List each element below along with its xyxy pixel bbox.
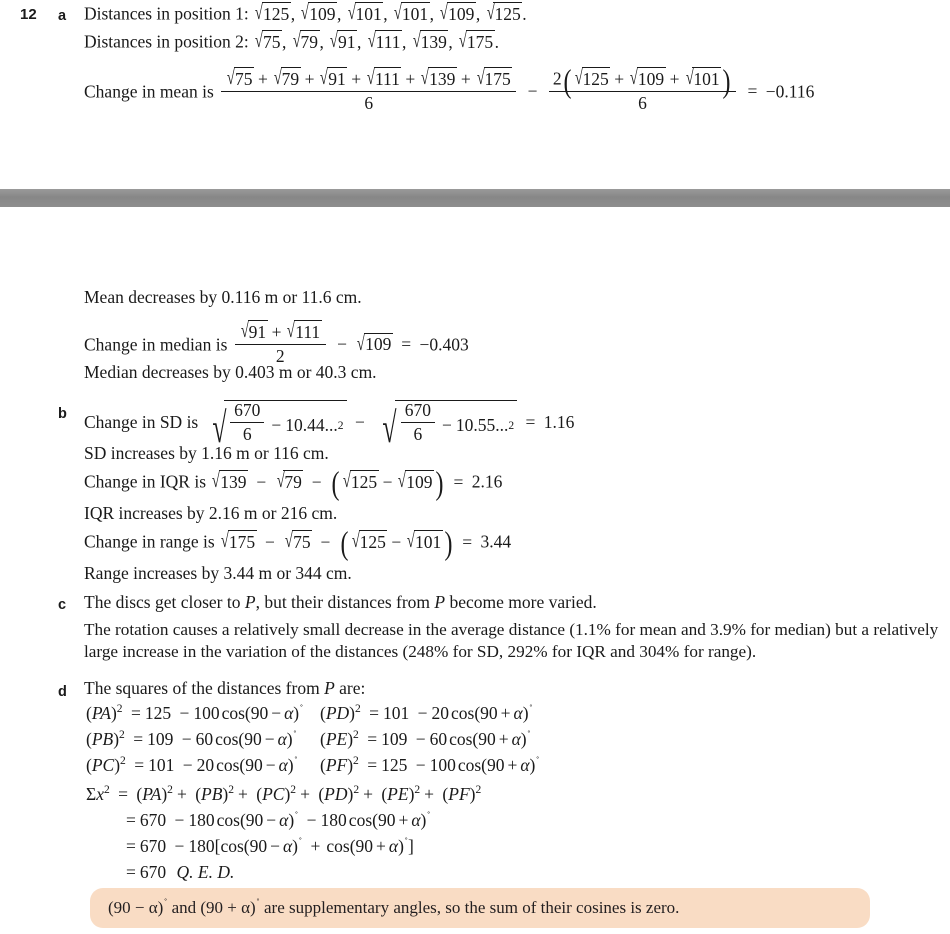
- change-in-median-label: Change in median is: [84, 334, 228, 355]
- mean-conclusion: Mean decreases by 0.116 m or 11.6 cm.: [84, 287, 362, 307]
- range-term-1: 175: [228, 531, 256, 552]
- equation-pe: (PE)$^2$ = 109 − 60 cos(90 + α)˚: [320, 729, 531, 749]
- median-result-value: −0.403: [419, 334, 469, 355]
- page-break-divider: [0, 189, 950, 207]
- distances-position-2-line: [84, 30, 499, 53]
- sum-of-squares-line-2: = 670 − 180 cos(90 − α)˚ − 180 cos(90 + α)˚: [126, 810, 431, 830]
- distances-position-2-label: Distances in position 2:: [84, 31, 249, 52]
- iqr-conclusion: IQR increases by 2.16 m or 216 cm.: [84, 503, 338, 523]
- mean-second-fraction: $\frac{2( √125 + √109 + √101)}{6}$: [549, 67, 736, 114]
- distances-position-2-values: √75, √79, √91, √111, √139, √175.: [254, 28, 500, 52]
- median-fraction: $\frac{√91 + √111}{2}$: [235, 320, 326, 367]
- range-term-2: 75: [293, 531, 311, 552]
- sum-of-squares-line-1: $\Sigma x^2 = (PA)^2 + (PB)^2 + (PC)^2 + (PD)^2 + (PE)^2 + (PF)^2$: [86, 784, 482, 804]
- note-angle-2: (90 + α): [200, 898, 256, 917]
- part-label-d: d: [58, 684, 67, 700]
- iqr-term-2: 79: [284, 471, 302, 492]
- change-in-mean-label: Change in mean is: [84, 81, 214, 102]
- iqr-term-1: 139: [220, 471, 247, 492]
- point-p-label-3: P: [324, 678, 335, 698]
- sd-second-fraction: $\frac{670}{6}$: [401, 400, 435, 445]
- equation-pa: (PA)$^2$ = 125 − 100 cos(90 − α)˚: [86, 703, 304, 723]
- change-in-iqr-label: Change in IQR is: [84, 471, 207, 492]
- point-p-label-2: P: [434, 592, 446, 612]
- equation-pc: (PC)$^2$ = 101 − 20 cos(90 − α)˚: [86, 755, 298, 775]
- part-c-line-2: The rotation causes a relatively small decrease in the average distance (1.1% for mean and 3.9% for median) but a relatively large increase in the variation of the distances (248% for SD, 292% for IQR and 304% for range).: [84, 620, 939, 661]
- iqr-result-value: 2.16: [471, 471, 503, 492]
- mean-result-value: −0.116: [765, 81, 815, 102]
- sd-conclusion: SD increases by 1.16 m or 116 cm.: [84, 443, 329, 463]
- range-result-value: 3.44: [480, 531, 512, 552]
- change-in-iqr-equation: Change in IQR is √139 − √79 − ( √125 − √109) = 2.16: [84, 465, 503, 503]
- change-in-range-label: Change in range is: [84, 531, 215, 552]
- distances-position-1-line: [84, 2, 527, 25]
- question-number: 12: [20, 6, 37, 23]
- median-conclusion: Median decreases by 0.403 m or 40.3 cm.: [84, 362, 377, 382]
- distances-position-1-label: Distances in position 1:: [84, 3, 249, 24]
- sd-second-radical: √ $\frac{670}{6}$ − 10.55... 2: [373, 400, 517, 448]
- part-label-a: a: [58, 8, 67, 24]
- equation-pf: (PF)$^2$ = 125 − 100 cos(90 + α)˚: [320, 755, 540, 775]
- sd-equals-operator: =: [525, 412, 536, 433]
- mean-first-fraction: $\frac{√75 + √79 + √91 + √111 + √139 + √175}{6}$: [221, 67, 516, 114]
- change-in-mean-equation: [84, 62, 815, 117]
- equation-pb: (PB)$^2$ = 109 − 60 cos(90 − α)˚: [86, 729, 297, 749]
- note-text: (90 − α)˚ and (90 + α)˚ are supplementary angles, so the sum of their cosines is zero.: [108, 898, 680, 917]
- change-in-sd-label: Change in SD is: [84, 412, 199, 433]
- supplementary-angles-note: [90, 888, 870, 928]
- distances-position-1-values: √125, √109, √101, √101, √109, √125.: [254, 0, 527, 24]
- note-angle-1: (90 − α): [108, 898, 164, 917]
- part-d-intro: The squares of the distances from P are:: [84, 678, 366, 698]
- iqr-term-3: 125: [350, 471, 378, 492]
- sd-first-fraction: $\frac{670}{6}$: [230, 400, 264, 445]
- iqr-term-4: 109: [406, 471, 433, 492]
- equation-pd: (PD)$^2$ = 101 − 20 cos(90 + α)˚: [320, 703, 533, 723]
- sd-first-radical: √ $\frac{670}{6}$ − 10.44... 2: [203, 400, 347, 448]
- range-term-3: 125: [359, 531, 386, 552]
- change-in-range-equation: Change in range is √175 − √75 − ( √125 − √101) = 3.44: [84, 525, 512, 563]
- sum-of-squares-line-4: = 670 Q. E. D.: [126, 862, 235, 882]
- mean-minus-operator: −: [527, 81, 538, 102]
- range-term-4: 101: [415, 531, 442, 552]
- sd-minus-operator: −: [354, 412, 365, 433]
- part-label-b: b: [58, 406, 67, 422]
- qed-label: Q. E. D.: [176, 862, 235, 882]
- point-p-label: P: [244, 592, 256, 612]
- median-minus-operator: −: [337, 334, 347, 355]
- median-equals-operator: =: [401, 334, 412, 355]
- sum-of-squares-line-3: = 670 − 180[cos(90 − α)˚ + cos(90 + α)˚]: [126, 836, 414, 856]
- part-label-c: c: [58, 597, 67, 613]
- range-conclusion: Range increases by 3.44 m or 344 cm.: [84, 563, 352, 583]
- median-subtract-term: √109: [357, 331, 392, 355]
- part-c-line-1: The discs get closer to P, but their distances from P become more varied.: [84, 592, 597, 612]
- mean-equals-operator: =: [747, 81, 758, 102]
- sd-result-value: 1.16: [543, 412, 575, 433]
